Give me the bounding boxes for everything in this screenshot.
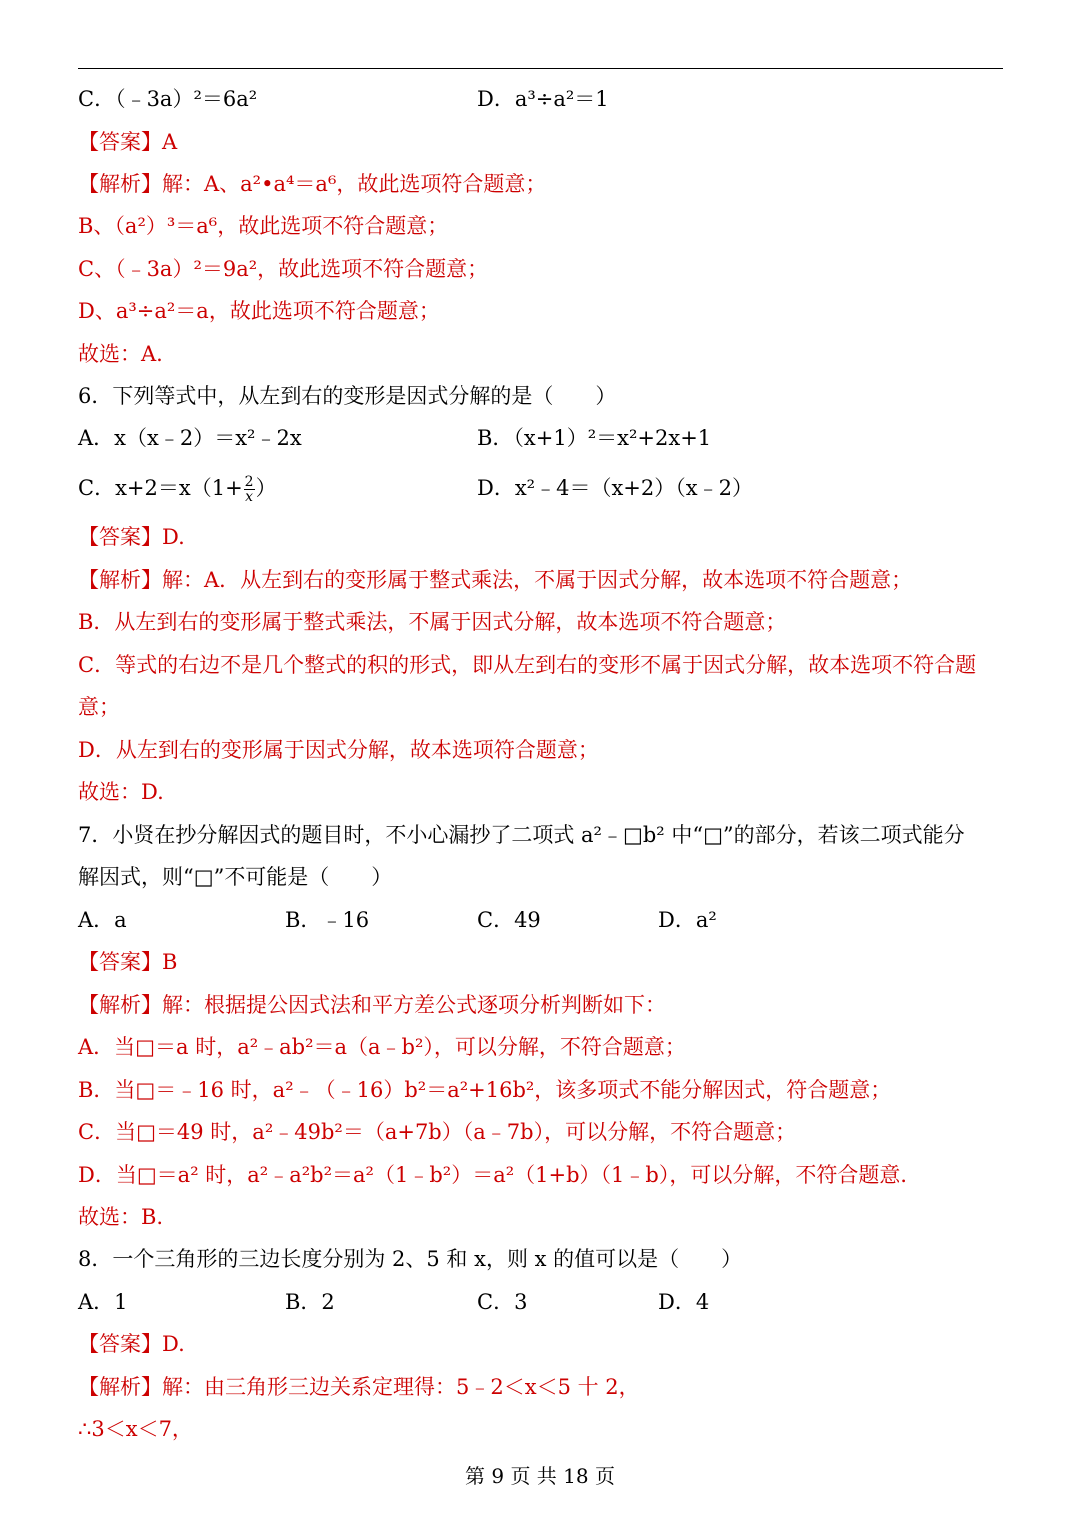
q7-stem: 7．小贤在抄分解因式的题目时，不小心漏抄了二项式 a²﹣□b² 中“□”的部分，若该二项式能分 [78, 823, 965, 847]
q8-option-a: A．1 [78, 1290, 128, 1314]
q8-stem: 8．一个三角形的三边长度分别为 2、5 和 x，则 x 的值可以是（ ） [78, 1247, 743, 1271]
q5-analysis-c: C、（﹣3a）²＝9a²，故此选项不符合题意； [78, 257, 489, 281]
q7-stem-cont: 解因式，则“□”不可能是（ ） [78, 865, 393, 889]
q7-option-d: D．a² [658, 908, 717, 932]
q6-choice: 故选：D. [78, 780, 164, 804]
q7-option-c: C．49 [477, 908, 541, 932]
q7-analysis-c: C．当□＝49 时，a²﹣49b²＝（a+7b）（a﹣7b），可以分解，不符合题意； [78, 1120, 797, 1144]
q6-option-a: A．x（x﹣2）＝x²﹣2x [78, 426, 302, 450]
q5-analysis-b: B、（a²）³＝a⁶，故此选项不符合题意； [78, 214, 449, 238]
q8-option-b: B．2 [285, 1290, 335, 1314]
q5-analysis-d: D、a³÷a²＝a，故此选项不符合题意； [78, 299, 440, 323]
q8-option-c: C．3 [477, 1290, 528, 1314]
q6-analysis-d: D．从左到右的变形属于因式分解，故本选项符合题意； [78, 738, 599, 762]
q7-option-b: B．﹣16 [285, 908, 370, 932]
fraction-denominator: x [245, 489, 254, 505]
q6-analysis-c-cont: 意； [78, 695, 120, 719]
page-footer: 第 9 页 共 18 页 [465, 1464, 615, 1488]
q7-analysis: 【解析】解：根据提公因式法和平方差公式逐项分析判断如下： [78, 993, 666, 1017]
q7-choice: 故选：B. [78, 1205, 164, 1229]
q8-analysis: 【解析】解：由三角形三边关系定理得：5﹣2＜x＜5 十 2， [78, 1375, 640, 1399]
q5-option-d: D．a³÷a²＝1 [477, 87, 609, 111]
q5-option-c: C．（﹣3a）²＝6a² [78, 87, 258, 111]
q6-option-b: B．（x+1）²＝x²+2x+1 [477, 426, 712, 450]
q8-answer: 【答案】D. [78, 1332, 185, 1356]
q6-option-d: D．x²﹣4＝（x+2）（x﹣2） [477, 476, 753, 500]
q7-analysis-a: A．当□＝a 时，a²﹣ab²＝a（a﹣b²），可以分解，不符合题意； [78, 1035, 686, 1059]
q7-answer: 【答案】B [78, 950, 178, 974]
q8-analysis-result: ∴3＜x＜7， [78, 1417, 193, 1441]
fraction [244, 475, 255, 504]
q5-answer: 【答案】A [78, 130, 178, 154]
q7-analysis-d: D．当□＝a² 时，a²﹣a²b²＝a²（1﹣b²）＝a²（1+b）（1﹣b），可以分解，不符合题意． [78, 1163, 922, 1187]
q7-option-a: A．a [78, 908, 127, 932]
fraction-numerator: 2 [244, 474, 254, 490]
q6-analysis-b: B．从左到右的变形属于整式乘法，不属于因式分解，故本选项不符合题意； [78, 610, 787, 634]
header-rule [78, 68, 1003, 69]
q6-analysis: 【解析】解：A．从左到右的变形属于整式乘法，不属于因式分解，故本选项不符合题意； [78, 568, 913, 592]
q6-option-c-text: C．x+2＝x（1+ [78, 476, 243, 500]
q8-option-d: D．4 [658, 1290, 710, 1314]
q6-analysis-c: C．等式的右边不是几个整式的积的形式，即从左到右的变形不属于因式分解，故本选项不符合题 [78, 653, 977, 677]
q6-stem: 6．下列等式中，从左到右的变形是因式分解的是（ ） [78, 384, 617, 408]
q6-answer: 【答案】D. [78, 525, 185, 549]
q6-option-c [78, 474, 277, 504]
q5-choice: 故选：A. [78, 342, 163, 366]
q7-analysis-b: B．当□＝﹣16 时，a²﹣（﹣16）b²＝a²+16b²，该多项式不能分解因式，符合题意； [78, 1078, 892, 1102]
q5-analysis: 【解析】解：A、a²•a⁴＝a⁶，故此选项符合题意； [78, 172, 547, 196]
q6-option-c-close: ） [255, 476, 277, 500]
